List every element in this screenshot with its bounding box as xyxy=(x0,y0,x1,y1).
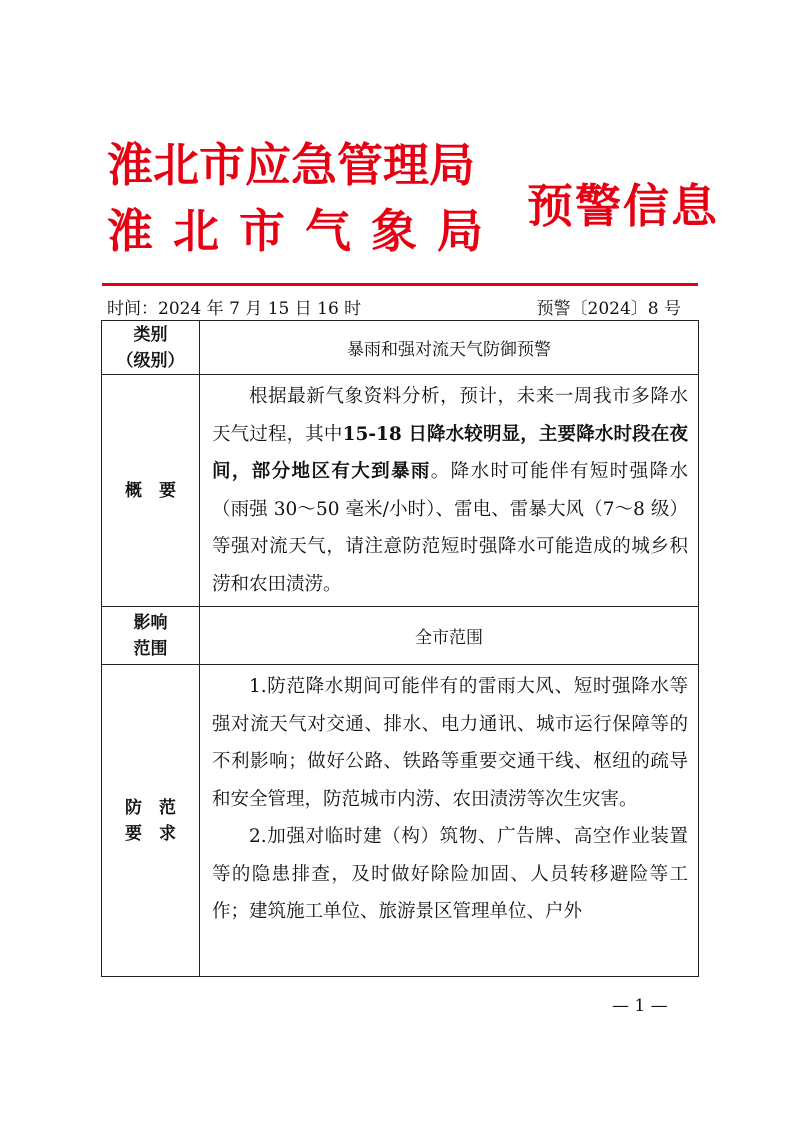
scope-label-line2: 范围 xyxy=(133,638,168,659)
document-type-title: 预警信息 xyxy=(527,179,719,233)
requirement-item: 1.防范降水期间可能伴有的雷雨大风、短时强降水等强对流天气对交通、排水、电力通讯、城市运行保障等的不利影响；做好公路、铁路等重要交通干线、枢纽的疏导和安全管理，防范城市内涝、农田渍涝等次生灾害。 xyxy=(212,676,688,810)
page-number: — 1 — xyxy=(612,996,668,1016)
summary-text-end: 。降水时可能伴有短时强降水（雨强 30～50 毫米/小时）、雷电、雷暴大风（7～8 级）等强对流天气，请注意防范短时强降水可能造成的城乡积涝和农田渍涝。 xyxy=(212,461,688,595)
category-label-line2: （级别） xyxy=(116,350,185,371)
document-number: 预警〔2024〕8 号 xyxy=(536,299,681,319)
summary-text-emphasis: 15-18 日降水较明显，主要降水时段在夜间，部分地区有大到暴雨 xyxy=(212,423,688,482)
requirements-cell xyxy=(200,665,699,977)
scope-label-line1: 影响 xyxy=(133,612,168,633)
summary-label: 概 要 xyxy=(102,375,200,607)
summary-text-start: 根据最新气象资料分析，预计，未来一周我市多降水天气过程，其中 xyxy=(212,386,688,445)
category-value: 暴雨和强对流天气防御预警 xyxy=(200,321,699,375)
document-header xyxy=(107,138,719,278)
warning-table xyxy=(101,320,699,977)
summary-cell xyxy=(200,375,699,607)
summary-text xyxy=(200,378,698,603)
scope-label xyxy=(102,607,200,665)
agency-name-meteorology: 淮北市气象局 xyxy=(107,204,503,258)
requirements-label xyxy=(102,665,200,977)
agency-name-emergency: 淮北市应急管理局 xyxy=(107,138,475,192)
requirements-label-line2: 要 求 xyxy=(125,823,176,844)
table-row-category xyxy=(102,321,699,375)
category-label xyxy=(102,321,200,375)
table-row-summary xyxy=(102,375,699,607)
table-row-requirements xyxy=(102,665,699,977)
issue-time: 时间：2024 年 7 月 15 日 16 时 xyxy=(107,299,362,319)
header-divider xyxy=(102,283,698,286)
scope-value: 全市范围 xyxy=(200,607,699,665)
category-label-line1: 类别 xyxy=(133,324,168,345)
table-row-scope xyxy=(102,607,699,665)
requirement-item: 2.加强对临时建（构）筑物、广告牌、高空作业装置等的隐患排查，及时做好除险加固、人员转移避险等工作；建筑施工单位、旅游景区管理单位、户外 xyxy=(212,826,688,922)
requirements-label-line1: 防 范 xyxy=(125,797,176,818)
